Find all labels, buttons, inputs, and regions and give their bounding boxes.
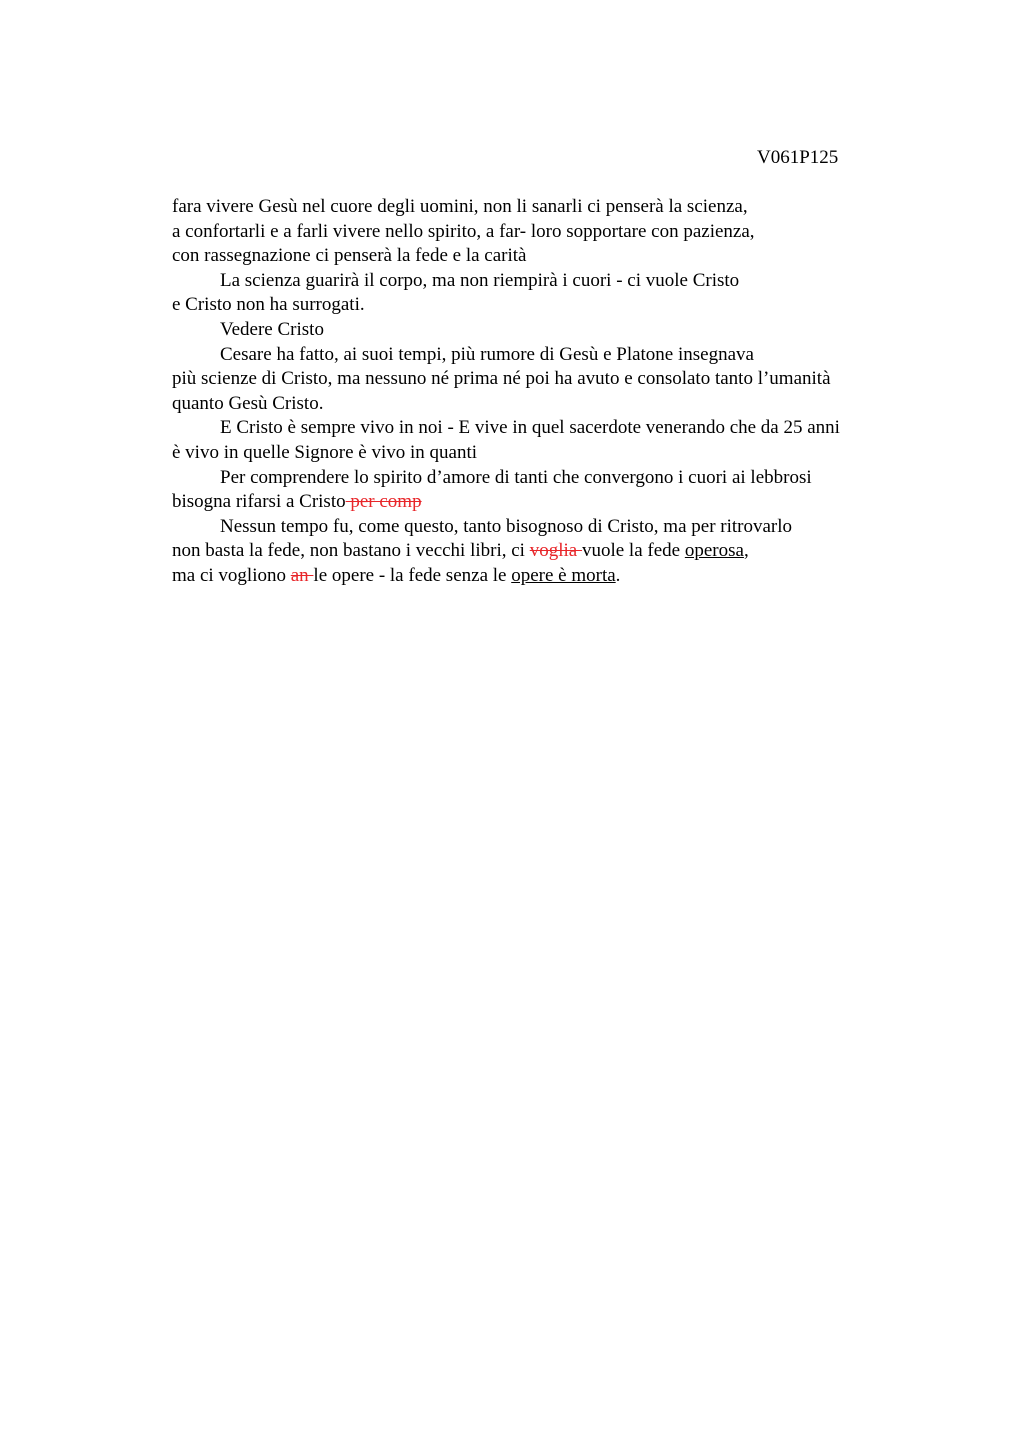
deleted-text: per comp	[345, 491, 422, 513]
text-line: è vivo in quelle Signore è vivo in quanti	[172, 441, 478, 463]
text-line-with-edits	[172, 539, 932, 564]
text-line-with-edits	[172, 564, 932, 589]
text-line: fara vivere Gesù nel cuore degli uomini, non li sanarli ci penserà la scienza,	[172, 196, 748, 217]
text-line: Vedere Cristo	[220, 318, 324, 340]
line-text-part: ma ci vogliono	[172, 564, 291, 586]
deleted-text: an	[290, 564, 314, 586]
line-text-part: ,	[743, 540, 749, 562]
line-text: bisogna rifarsi a Cristo	[172, 491, 346, 513]
line-text-part: vuole la fede	[581, 540, 685, 562]
text-line: La scienza guarirà il corpo, ma non riempirà i cuori - ci vuole Cristo	[220, 269, 740, 291]
text-line: Nessun tempo fu, come questo, tanto bisognoso di Cristo, ma per ritrovarlo	[220, 515, 793, 537]
text-line: Cesare ha fatto, ai suoi tempi, più rumore di Gesù e Platone insegnava	[220, 343, 754, 365]
line-text-part: .	[615, 564, 621, 586]
underlined-text: operosa	[684, 540, 744, 562]
text-line: E Cristo è sempre vivo in noi - E vive in quel sacerdote venerando che da 25 anni	[220, 417, 840, 439]
manuscript-text	[172, 195, 932, 589]
text-line: più scienze di Cristo, ma nessuno né prima né poi ha avuto e consolato tanto l’umanità	[172, 368, 831, 390]
page-identifier: V061P125	[757, 147, 839, 168]
underlined-text: opere è morta	[511, 564, 616, 586]
text-line: con rassegnazione ci penserà la fede e la carità	[172, 245, 527, 267]
text-line: Per comprendere lo spirito d’amore di tanti che convergono i cuori ai lebbrosi	[220, 466, 812, 488]
line-text-part: le opere - la fede senza le	[313, 564, 512, 586]
text-line-with-deletion	[172, 490, 932, 515]
text-line: e Cristo non ha surrogati.	[172, 294, 365, 316]
line-text-part: non basta la fede, non bastano i vecchi libri, ci	[172, 540, 530, 562]
text-line: a confortarli e a farli vivere nello spirito, a far- loro sopportare con pazienza,	[172, 220, 755, 242]
text-line: quanto Gesù Cristo.	[172, 392, 324, 414]
deleted-text: voglia	[529, 540, 582, 562]
